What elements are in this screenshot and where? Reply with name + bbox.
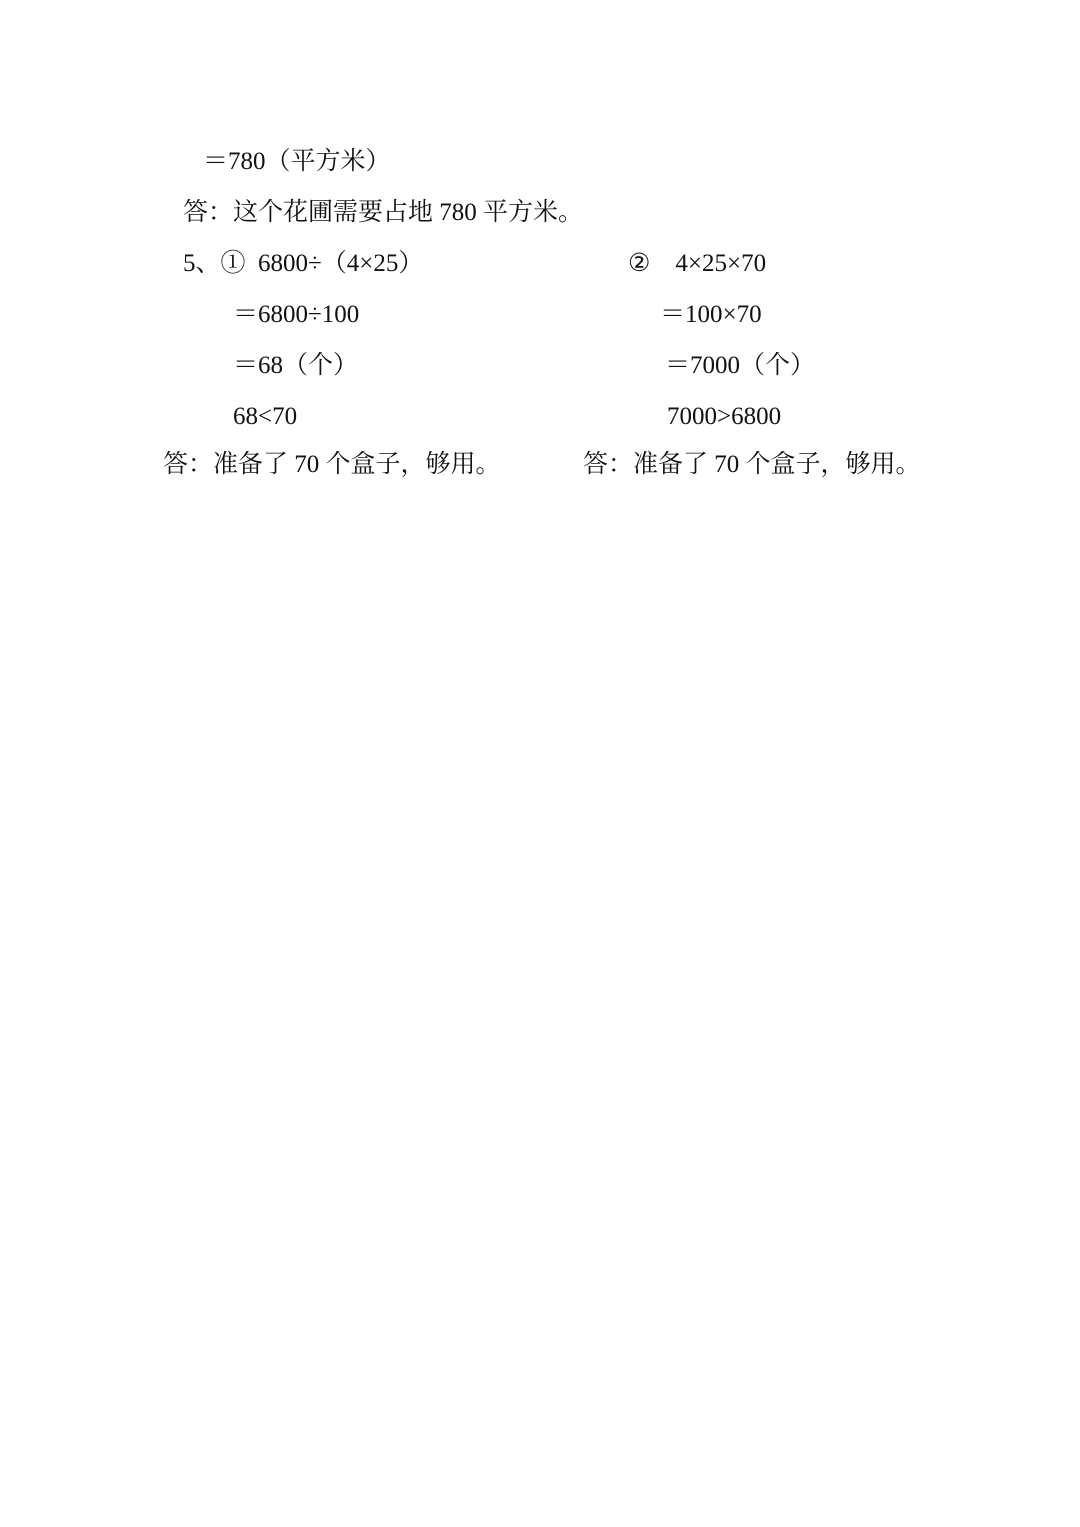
method2-expression: ② 4×25×70: [628, 250, 767, 277]
area-result-line: ＝780（平方米）: [203, 148, 391, 175]
method1-answer: 答：准备了 70 个盒子，够用。: [163, 451, 501, 478]
method2-step1: ＝100×70: [660, 301, 762, 328]
method2-step2: ＝7000（个）: [665, 352, 816, 379]
method2-comparison: 7000>6800: [667, 403, 782, 430]
method1-expression: 5、① 6800÷（4×25）: [183, 250, 424, 277]
method1-step2: ＝68（个）: [233, 352, 359, 379]
method2-answer: 答：准备了 70 个盒子，够用。: [583, 451, 921, 478]
method1-comparison: 68<70: [233, 403, 298, 430]
method1-step1: ＝6800÷100: [233, 301, 360, 328]
area-answer: 答：这个花圃需要占地 780 平方米。: [183, 199, 584, 226]
